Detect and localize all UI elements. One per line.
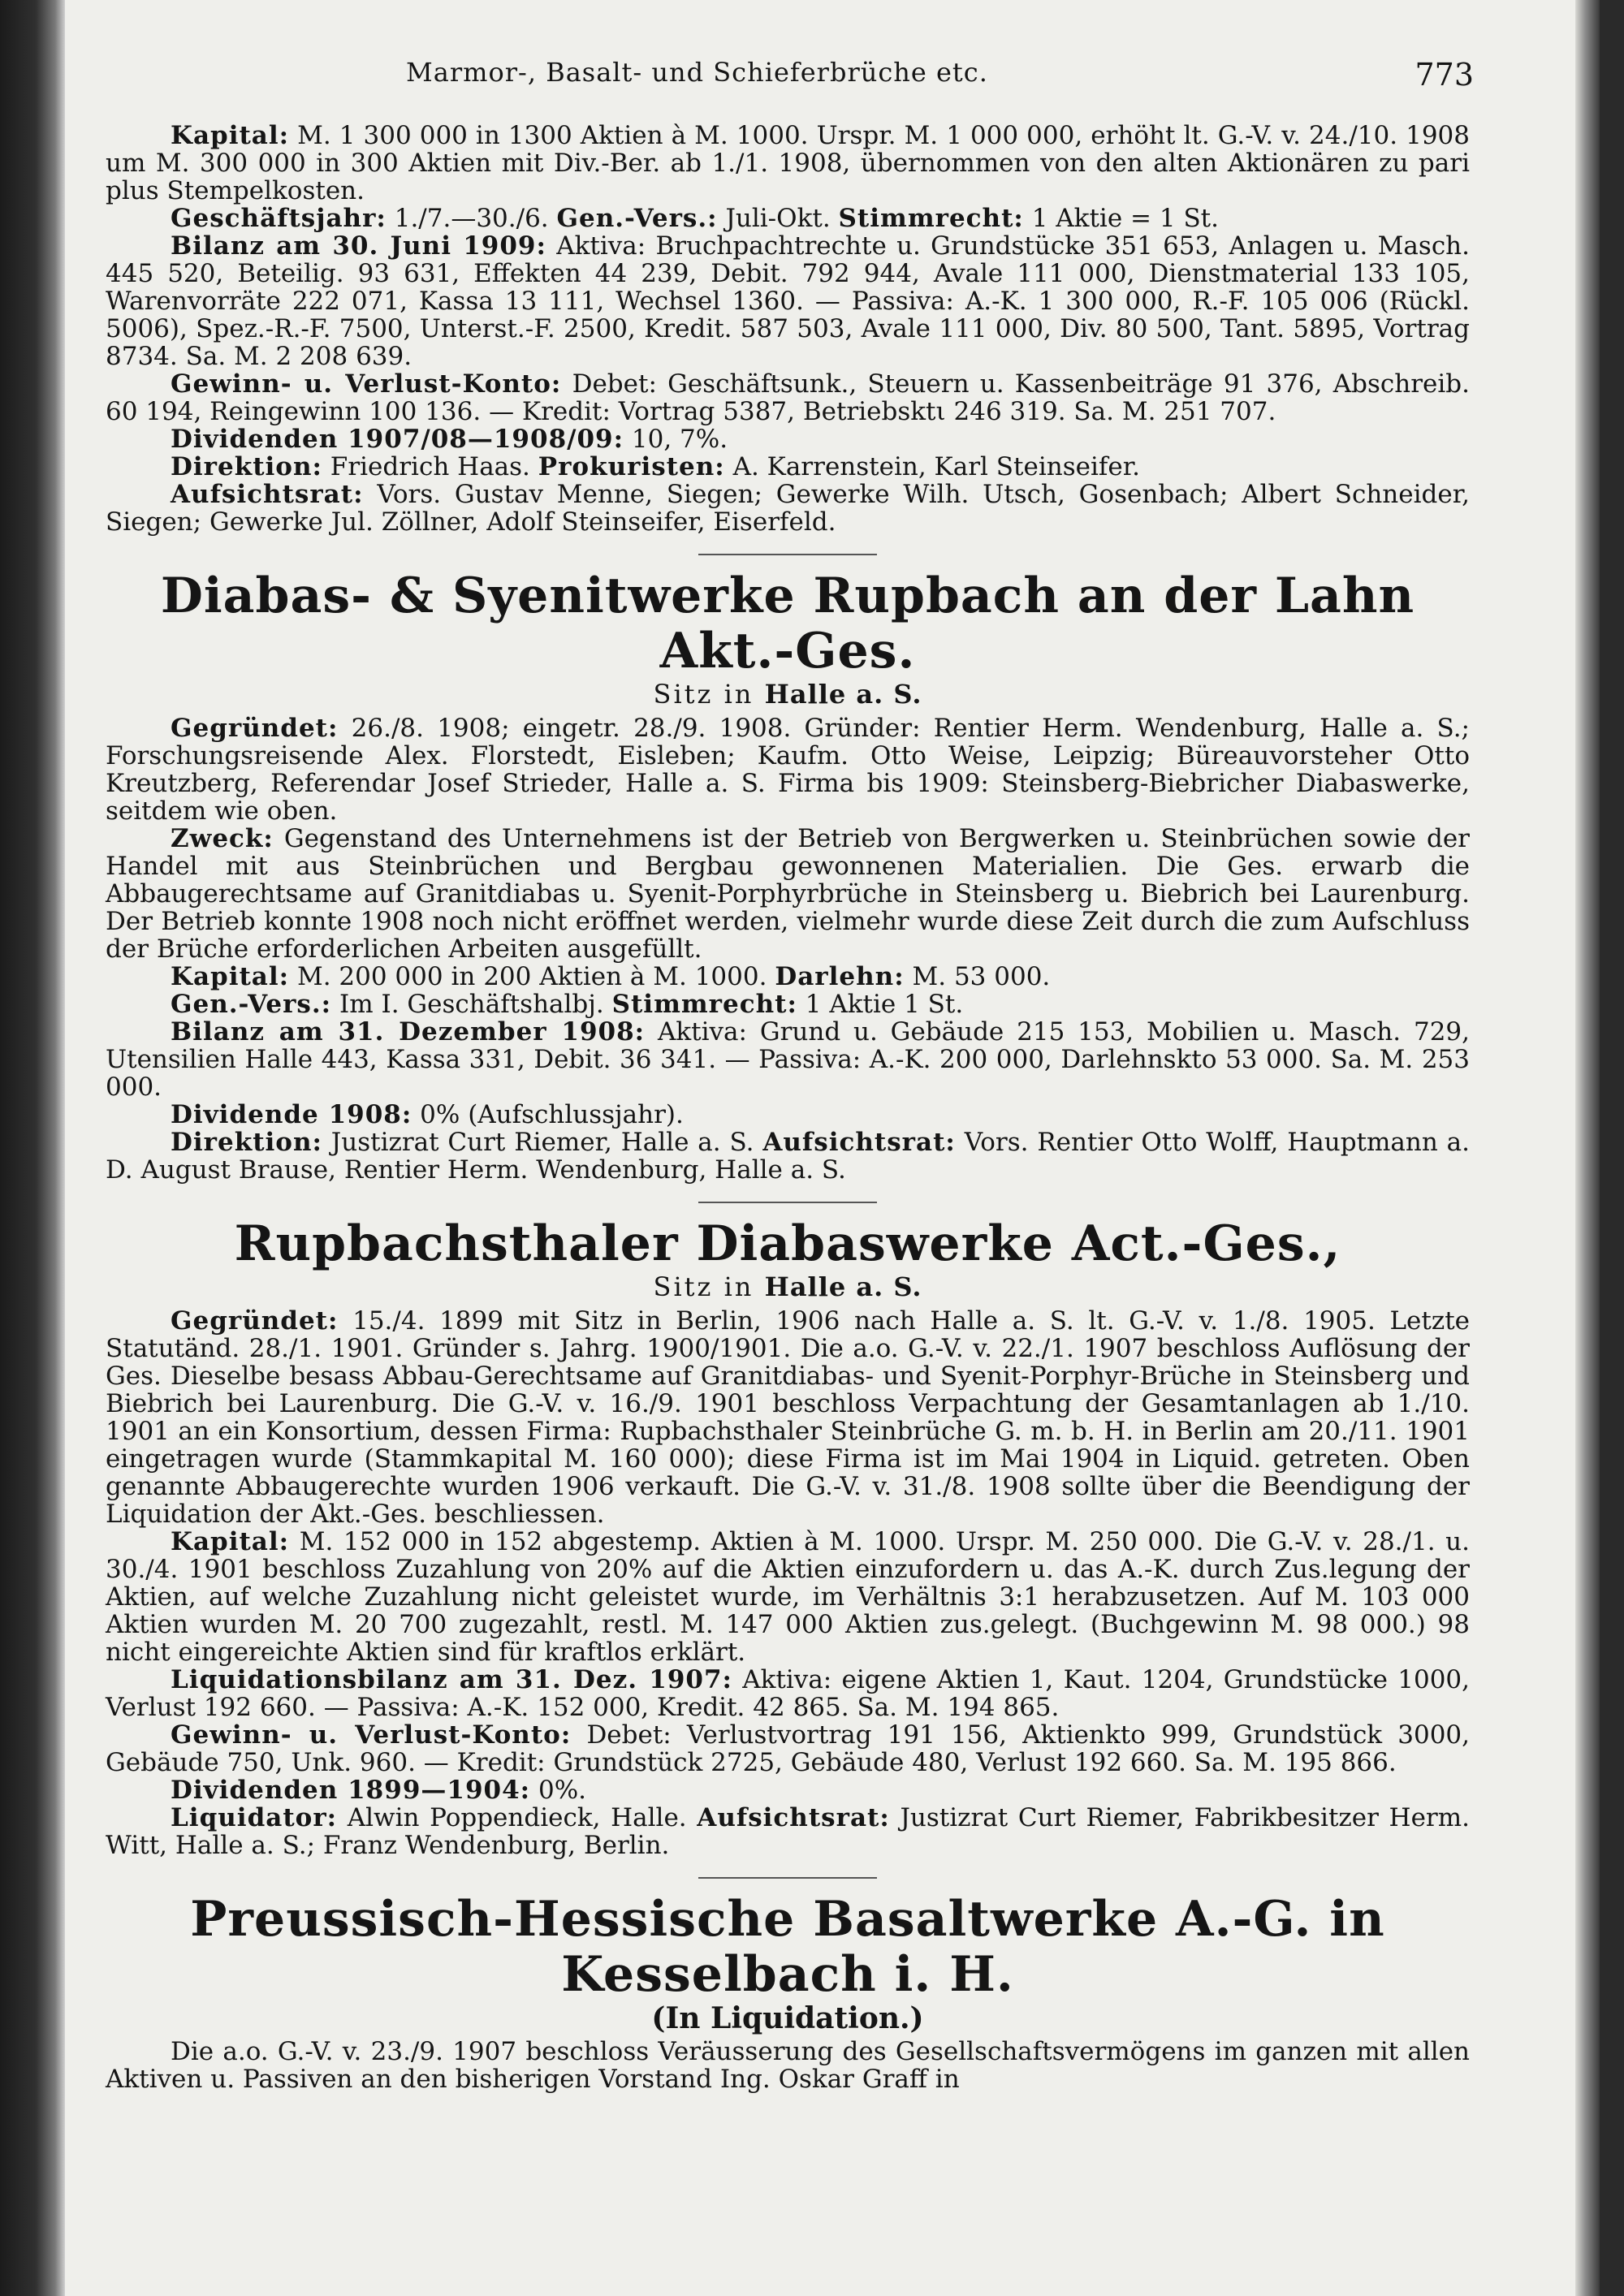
- entry-preussisch-hessische: [106, 1892, 1470, 2093]
- section-divider: [698, 1202, 877, 1203]
- page-edge: [1575, 0, 1600, 2296]
- paragraph-kapital: Kapital: M. 200 000 in 200 Aktien à M. 1000. Darlehn: M. 53 000.: [171, 962, 1051, 991]
- paragraph-dividende: Dividende 1908: 0% (Aufschlussjahr).: [171, 1100, 684, 1129]
- page-header: [65, 57, 1551, 106]
- company-seat: Sitz in Halle a. S.: [653, 679, 922, 710]
- paragraph-geschaeftsjahr: Geschäftsjahr: 1./7.—30./6. Gen.-Vers.: Juli-Okt. Stimmrecht: 1 Aktie = 1 St.: [171, 204, 1219, 233]
- book-page: [65, 0, 1600, 2296]
- company-title: Rupbachsthaler Diabaswerke Act.-Ges.,: [234, 1215, 1341, 1272]
- company-title: Diabas- & Syenitwerke Rupbach an der Lahn Akt.-Ges.: [160, 568, 1415, 680]
- book-binding: [0, 0, 65, 2296]
- paragraph-gewinn-verlust: Gewinn- u. Verlust-Konto: Debet: Geschäftsunk., Steuern u. Kassenbeiträge 91 376, Abschreib. 60 194, Reingewinn 100 136. — Kredit: Vortrag 5387, Betriebsktι 246 319. Sa. M. 251 707.: [106, 369, 1470, 426]
- paragraph-zweck: Zweck: Gegenstand des Unternehmens ist der Betrieb von Bergwerken u. Steinbrüchen sowie der Handel mit aus Steinbrüchen und Bergbau gewonnenen Materialien. Die Ges. erwarb die Abbaugerechtsame auf Granitdiabas u. Syenit-Porphyrbrüche in Steinsberg u. Biebrich bei Laurenburg. Der Betrieb konnte 1908 noch nicht eröffnet werden, vielmehr wurde diese Zeit durch die zum Aufschluss der Brüche erforderlichen Arbeiten ausgefüllt.: [106, 824, 1470, 964]
- paragraph-gegruendet: Gegründet: 26./8. 1908; eingetr. 28./9. 1908. Gründer: Rentier Herm. Wendenburg, Halle a. S.; Forschungsreisende Alex. Florstedt, Eisleben; Kaufm. Otto Weise, Leipzig; Büreauvorsteher Otto Kreutzberg, Referendar Josef Strieder, Halle a. S. Firma bis 1909: Steinsberg-Biebricher Diabaswerke, seitdem wie oben.: [106, 714, 1470, 826]
- paragraph-kapital: Kapital: M. 1 300 000 in 1300 Aktien à M. 1000. Urspr. M. 1 000 000, erhöht lt. G.-V. v. 24./10. 1908 um M. 300 000 in 300 Aktien mit Div.-Ber. ab 1./1. 1908, übernommen von den alten Aktionären zu pari plus Stempelkosten.: [106, 121, 1470, 205]
- paragraph-direktion: Direktion: Friedrich Haas. Prokuristen: A. Karrenstein, Karl Steinseifer.: [171, 452, 1140, 481]
- page-number: 773: [1415, 57, 1474, 93]
- entry-continued: [106, 122, 1470, 536]
- paragraph-gegruendet: Gegründet: 15./4. 1899 mit Sitz in Berlin, 1906 nach Halle a. S. lt. G.-V. v. 1./8. 1905. Letzte Statutänd. 28./1. 1901. Gründer s. Jahrg. 1900/1901. Die a.o. G.-V. v. 22./1. 1907 beschloss Auflösung der Ges. Dieselbe besass Abbau-Gerechtsame auf Granitdiabas- und Syenit-Porphyr-Brüche in Steinsberg und Biebrich bei Laurenburg. Die G.-V. v. 16./9. 1901 beschloss Verpachtung der Gesamtanlagen ab 1./10. 1901 an ein Konsortium, dessen Firma: Rupbachsthaler Steinbrüche G. m. b. H. in Berlin am 20./11. 1901 eingetragen wurde (Stammkapital M. 160 000); diese Firma ist im Mai 1904 in Liquid. getreten. Oben genannte Abbaugerechte wurden 1906 verkauft. Die G.-V. v. 31./8. 1908 sollte über die Beendigung der Liquidation der Akt.-Ges. beschliessen.: [106, 1306, 1470, 1529]
- paragraph-aufsichtsrat: Aufsichtsrat: Vors. Gustav Menne, Siegen; Gewerke Wilh. Utsch, Gosenbach; Albert Schneider, Siegen; Gewerke Jul. Zöllner, Adolf Steinseifer, Eiserfeld.: [106, 480, 1470, 537]
- paragraph-kapital: Kapital: M. 152 000 in 152 abgestemp. Aktien à M. 1000. Urspr. M. 250 000. Die G.-V. v. 28./1. u. 30./4. 1901 beschloss Zuzahlung von 20% auf die Aktien einzufordern u. das A.-K. durch Zus.legung der Aktien, auf welche Zuzahlung nicht geleistet wurde, im Verhältnis 3:1 herabzusetzen. Auf M. 103 000 Aktien wurden M. 20 700 zugezahlt, restl. M. 147 000 Aktien zus.gelegt. (Buchgewinn M. 98 000.) 98 nicht eingereichte Aktien sind für kraftlos erklärt.: [106, 1527, 1470, 1667]
- company-seat: Sitz in Halle a. S.: [653, 1271, 922, 1302]
- paragraph-bilanz: Bilanz am 30. Juni 1909: Aktiva: Bruchpachtrechte u. Grundstücke 351 653, Anlagen u. Masch. 445 520, Beteilig. 93 631, Effekten 44 239, Debit. 792 944, Avale 111 000, Dienstmaterial 133 105, Warenvorräte 222 071, Kassa 13 111, Wechsel 1360. — Passiva: A.-K. 1 300 000, R.-F. 105 006 (Rückl. 5006), Spez.-R.-F. 7500, Unterst.-F. 2500, Kredit. 587 503, Avale 111 000, Div. 80 500, Tant. 5895, Vortrag 8734. Sa. M. 2 208 639.: [106, 231, 1470, 371]
- paragraph-dividenden: Dividenden 1899—1904: 0%.: [171, 1776, 587, 1805]
- paragraph-intro: Die a.o. G.-V. v. 23./9. 1907 beschloss Veräusserung des Gesellschaftsvermögens im ganzen mit allen Aktiven u. Passiven an den bisherigen Vorstand Ing. Oskar Graff in: [106, 2037, 1470, 2094]
- company-title: Preussisch-Hessische Basaltwerke A.-G. in Kesselbach i. H.: [190, 1891, 1385, 2003]
- liquidation-note: (In Liquidation.): [651, 2001, 924, 2035]
- entry-diabas-syenitwerke: [106, 568, 1470, 1184]
- running-title: Marmor-, Basalt- und Schieferbrüche etc.: [406, 57, 988, 88]
- paragraph-liquidationsbilanz: Liquidationsbilanz am 31. Dez. 1907: Aktiva: eigene Aktien 1, Kaut. 1204, Grundstücke 1000, Verlust 192 660. — Passiva: A.-K. 152 000, Kredit. 42 865. Sa. M. 194 865.: [106, 1665, 1471, 1722]
- paragraph-gen-vers: Gen.-Vers.: Im I. Geschäftshalbj. Stimmrecht: 1 Aktie 1 St.: [171, 990, 964, 1019]
- entry-rupbachsthaler: [106, 1216, 1470, 1859]
- section-divider: [698, 554, 877, 555]
- paragraph-direktion: Direktion: Justizrat Curt Riemer, Halle a. S. Aufsichtsrat: Vors. Rentier Otto Wolff, Hauptmann a. D. August Brause, Rentier Herm. Wendenburg, Halle a. S.: [106, 1128, 1470, 1185]
- paragraph-bilanz: Bilanz am 31. Dezember 1908: Aktiva: Grund u. Gebäude 215 153, Mobilien u. Masch. 729, Utensilien Halle 443, Kassa 331, Debit. 36 341. — Passiva: A.-K. 200 000, Darlehnskto 53 000. Sa. M. 253 000.: [106, 1017, 1470, 1102]
- section-divider: [698, 1877, 877, 1879]
- page-content: [106, 122, 1470, 2093]
- paragraph-liquidator: Liquidator: Alwin Poppendieck, Halle. Aufsichtsrat: Justizrat Curt Riemer, Fabrikbesitzer Herm. Witt, Halle a. S.; Franz Wendenburg, Berlin.: [106, 1803, 1470, 1860]
- paragraph-gewinn-verlust: Gewinn- u. Verlust-Konto: Debet: Verlustvortrag 191 156, Aktienkto 999, Grundstück 3000, Gebäude 750, Unk. 960. — Kredit: Grundstück 2725, Gebäude 480, Verlust 192 660. Sa. M. 195 866.: [106, 1720, 1471, 1777]
- paragraph-dividenden: Dividenden 1907/08—1908/09: 10, 7%.: [171, 425, 728, 454]
